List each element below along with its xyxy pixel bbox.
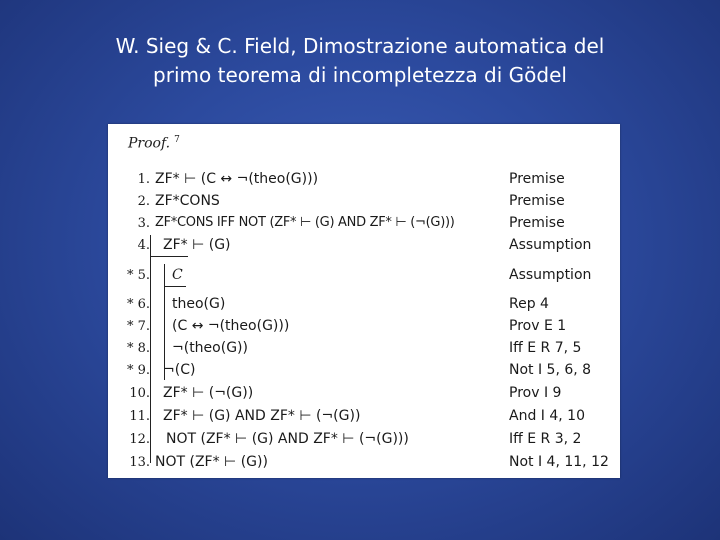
proof-footnote-marker: 7 [174,135,180,145]
line-number: 11. [129,409,150,424]
line-justification: Iff E R 3, 2 [509,431,582,447]
line-formula: ZF* ⊢ (G) [163,237,231,253]
line-formula: NOT (ZF* ⊢ (G) AND ZF* ⊢ (¬(G))) [166,431,409,447]
line-justification: Prov E 1 [509,318,567,334]
line-number: * 5. [126,268,150,283]
title-line-1: W. Sieg & C. Field, Dimostrazione automatica del [115,34,605,58]
line-justification: Rep 4 [509,296,549,312]
line-number: 2. [137,194,150,209]
line-number: 3. [137,216,150,231]
line-formula: theo(G) [172,296,226,312]
proof-line [108,192,620,212]
line-formula: ¬(theo(G)) [172,340,248,356]
proof-line [108,430,620,450]
line-justification: Prov I 9 [509,385,562,401]
line-formula: NOT (ZF* ⊢ (G)) [155,454,268,470]
scope-underline-outer [150,256,188,257]
line-number: 4. [137,238,150,253]
proof-line [108,453,620,473]
line-formula: ¬(C) [163,362,196,378]
proof-line [108,236,620,256]
line-formula: ZF*CONS IFF NOT (ZF* ⊢ (G) AND ZF* ⊢ (¬(G))) [155,215,455,230]
line-justification: Premise [509,193,565,209]
line-formula: ZF* ⊢ (G) AND ZF* ⊢ (¬(G)) [163,408,361,424]
proof-line [108,317,620,337]
line-justification: And I 4, 10 [509,408,585,424]
line-number: * 8. [126,341,150,356]
title-line-2: primo teorema di incompletezza di Gödel [153,63,567,87]
slide-title [0,32,720,90]
line-justification: Assumption [509,267,592,283]
line-formula: ZF* ⊢ (C ↔ ¬(theo(G))) [155,171,319,187]
proof-line [108,361,620,381]
scope-underline-inner [164,286,186,287]
proof-line [108,407,620,427]
line-justification: Premise [509,171,565,187]
proof-label [128,135,180,152]
line-number: 10. [129,386,150,401]
proof-line [108,295,620,315]
line-number: 13. [129,455,150,470]
line-formula: ZF*CONS [155,193,220,209]
proof-panel [108,124,620,478]
line-justification: Iff E R 7, 5 [509,340,582,356]
line-justification: Premise [509,215,565,231]
line-justification: Assumption [509,237,592,253]
line-formula: ZF* ⊢ (¬(G)) [163,385,254,401]
line-formula: C [172,267,183,283]
line-formula: (C ↔ ¬(theo(G))) [172,318,290,334]
proof-line [108,266,620,286]
proof-line [108,339,620,359]
line-number: 1. [137,172,150,187]
proof-line [108,384,620,404]
line-justification: Not I 5, 6, 8 [509,362,592,378]
line-number: 12. [129,432,150,447]
proof-line [108,214,620,234]
proof-line [108,170,620,190]
line-number: * 6. [126,297,150,312]
line-number: * 9. [126,363,150,378]
line-number: * 7. [126,319,150,334]
line-justification: Not I 4, 11, 12 [509,454,609,470]
proof-label-text: Proof. [128,135,171,152]
